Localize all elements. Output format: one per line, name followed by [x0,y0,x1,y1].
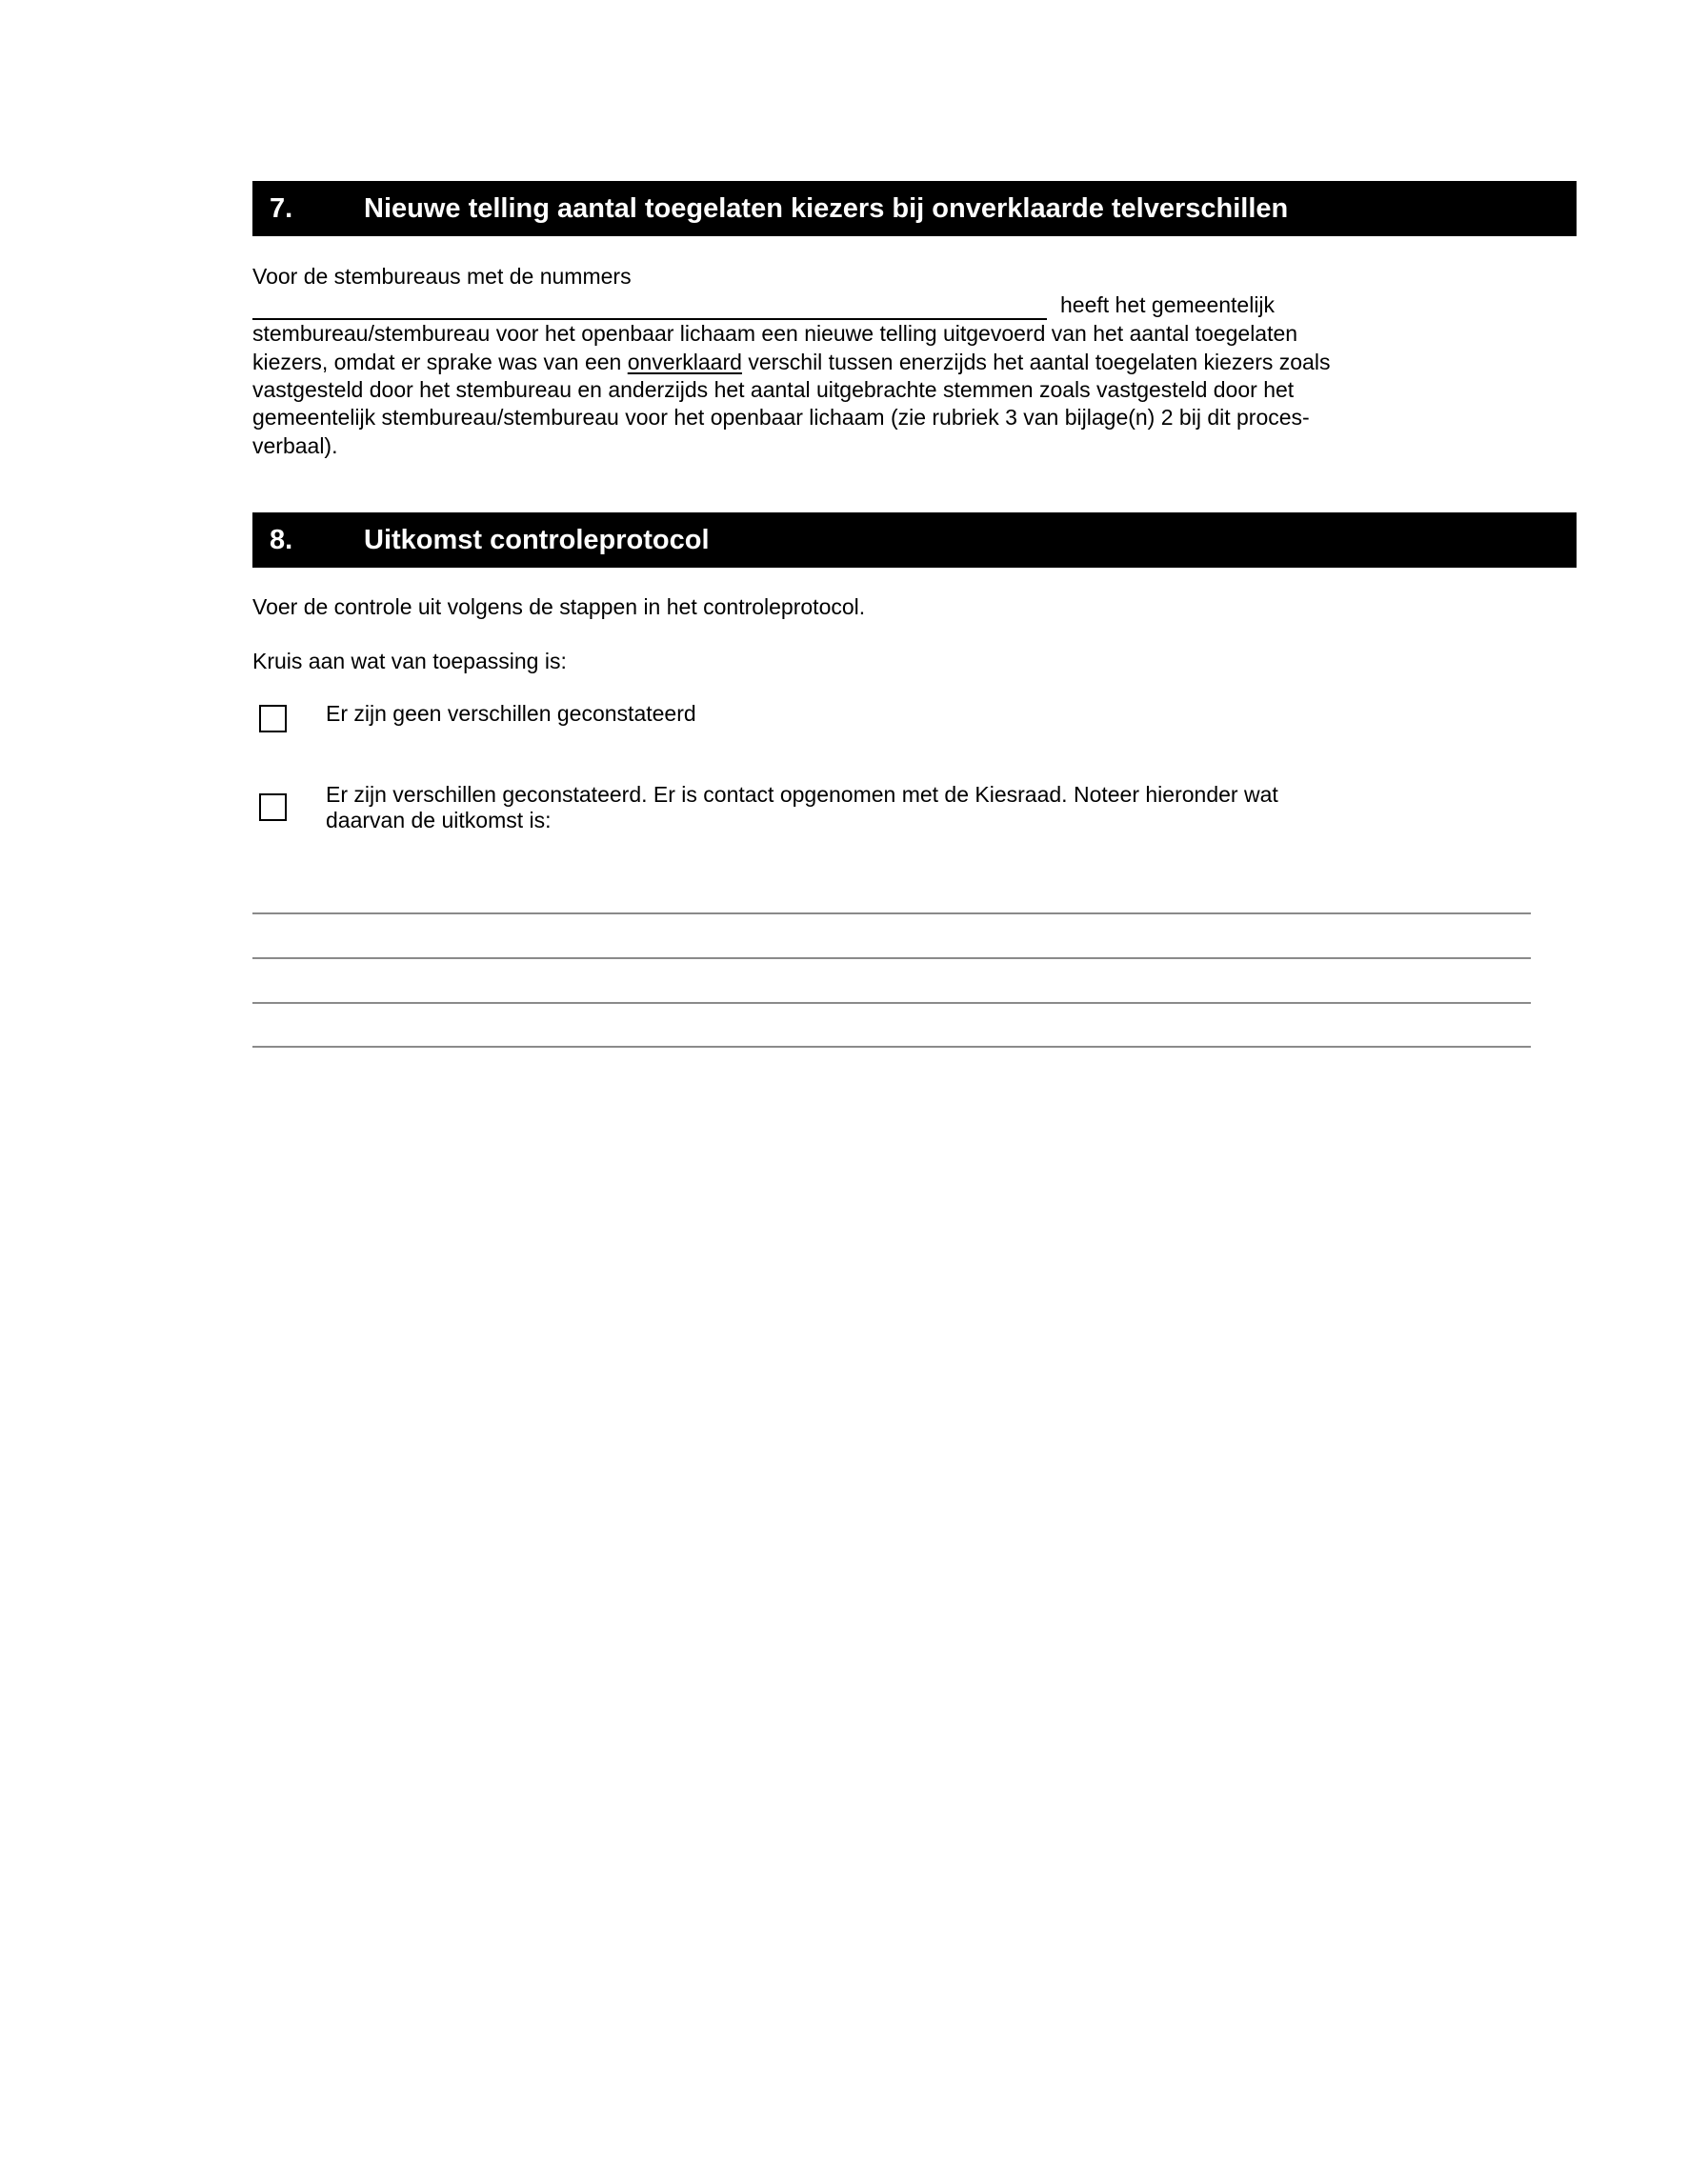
outcome-write-line-3[interactable] [252,1002,1531,1004]
section-8-number: 8. [270,525,293,555]
section-7-after-blank: heeft het gemeentelijk [1060,292,1276,317]
section-7-title: Nieuwe telling aantal toegelaten kiezers bij onverklaarde telverschillen [364,193,1289,224]
differences-found-checkbox[interactable] [259,793,287,821]
section-7-line-6: gemeentelijk stembureau/stembureau voor het openbaar lichaam (zie rubriek 3 van bijlage(n) 2 bij dit proces- [252,405,1310,430]
no-differences-checkbox[interactable] [259,705,287,732]
section-7-header [252,181,1577,236]
section-7-underlined-word: onverklaard [627,350,742,374]
outcome-write-line-2[interactable] [252,957,1531,959]
section-7-line-5: vastgesteld door het stembureau en anderzijds het aantal uitgebrachte stemmen zoals vastgesteld door het [252,377,1295,402]
section-7-intro: Voor de stembureaus met de nummers [252,264,632,289]
section-7-line-4-before: kiezers, omdat er sprake was van een [252,350,628,374]
section-7-number: 7. [270,193,293,224]
section-8-instruction: Voer de controle uit volgens de stappen in het controleprotocol. [252,594,866,619]
section-7-line-4-after: verschil tussen enerzijds het aantal toegelaten kiezers zoals [741,350,1331,374]
section-7-line-4 [252,349,1330,377]
differences-found-label-line-1: Er zijn verschillen geconstateerd. Er is contact opgenomen met de Kiesraad. Noteer hieronder wat [326,782,1278,807]
section-8-header [252,512,1577,568]
outcome-write-line-4[interactable] [252,1046,1531,1048]
no-differences-label: Er zijn geen verschillen geconstateerd [326,701,696,726]
section-8-check-prompt: Kruis aan wat van toepassing is: [252,649,567,673]
outcome-write-line-1[interactable] [252,912,1531,914]
section-7-line-3: stembureau/stembureau voor het openbaar lichaam een nieuwe telling uitgevoerd van het aantal toegelaten [252,321,1298,346]
section-7-line-7: verbaal). [252,433,338,458]
section-8-title: Uitkomst controleprotocol [364,525,710,555]
differences-found-label-line-2: daarvan de uitkomst is: [326,808,552,832]
